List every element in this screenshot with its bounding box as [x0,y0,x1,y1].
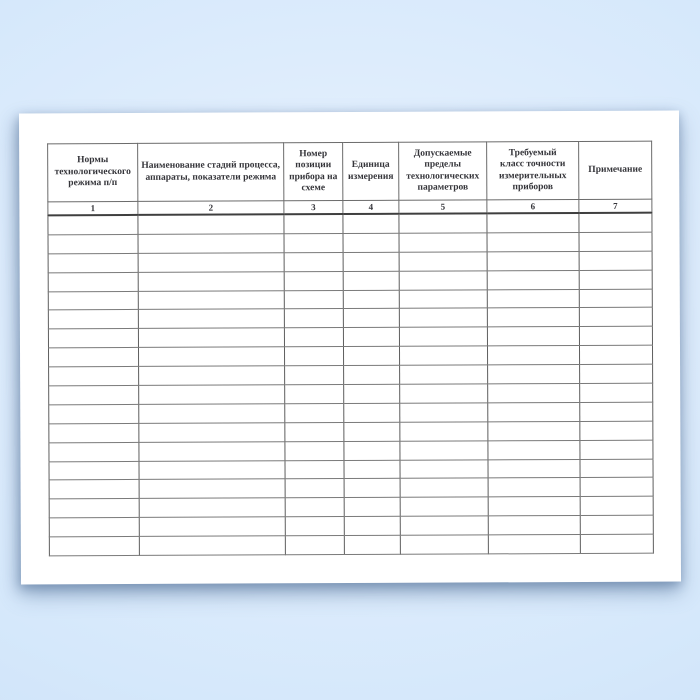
empty-cell [344,460,400,479]
empty-cell [487,213,579,233]
empty-cell [48,234,138,253]
empty-cell [49,499,139,518]
empty-cell [579,251,652,270]
empty-cell [487,289,579,308]
empty-cell [139,404,285,424]
empty-cell [400,478,488,497]
empty-cell [284,252,343,271]
empty-cell [285,517,344,536]
empty-cell [49,537,139,556]
table-row [49,534,653,556]
column-number-6: 6 [487,200,579,214]
column-number-7: 7 [579,199,652,213]
empty-cell [343,347,399,366]
column-header-regime-norms: Нормы технологического режима п/п [48,143,138,201]
empty-cell [285,403,344,422]
empty-cell [343,309,399,328]
empty-cell [488,402,580,421]
empty-cell [49,385,139,404]
empty-cell [487,251,579,270]
empty-cell [48,215,138,235]
empty-cell [48,253,138,272]
empty-cell [139,366,285,386]
empty-cell [579,308,652,327]
empty-cell [487,346,579,365]
empty-cell [580,421,653,440]
empty-cell [138,347,284,367]
empty-cell [399,289,487,308]
empty-cell [49,461,139,480]
empty-cell [399,327,487,346]
empty-cell [580,440,653,459]
empty-cell [139,498,285,518]
empty-cell [487,327,579,346]
empty-cell [488,516,580,535]
empty-cell [49,423,139,442]
empty-cell [48,291,138,310]
empty-cell [49,367,139,386]
empty-cell [284,214,343,234]
empty-cell [400,403,488,422]
document-sheet [19,111,681,585]
technological-regime-table [47,141,654,557]
empty-cell [400,441,488,460]
column-header-process-stages: Наименование стадий процесса, аппараты, показатели режима [138,143,284,202]
empty-cell [285,441,344,460]
empty-cell [139,423,285,443]
empty-cell [284,271,343,290]
empty-cell [400,535,488,554]
empty-cell [580,459,653,478]
empty-cell [284,328,343,347]
empty-cell [48,329,138,348]
empty-cell [48,348,138,367]
empty-cell [285,498,344,517]
empty-cell [139,536,285,556]
empty-cell [399,308,487,327]
empty-cell [49,404,139,423]
empty-cell [399,346,487,365]
empty-cell [579,213,652,233]
empty-cell [344,403,400,422]
empty-cell [344,384,400,403]
empty-cell [344,517,400,536]
empty-cell [580,383,653,402]
column-number-4: 4 [343,200,399,214]
empty-cell [343,290,399,309]
empty-cell [285,536,344,555]
empty-cell [488,421,580,440]
empty-cell [488,365,580,384]
empty-cell [139,441,285,461]
empty-cell [139,517,285,537]
empty-cell [285,366,344,385]
empty-cell [488,440,580,459]
empty-cell [138,290,284,310]
empty-cell [343,214,399,234]
empty-cell [400,459,488,478]
column-number-2: 2 [138,201,284,215]
column-header-allowed-limits: Допускаемые пределы технологических параметров [399,142,487,200]
empty-cell [488,535,580,554]
empty-cell [344,365,400,384]
empty-cell [344,422,400,441]
empty-cell [579,270,652,289]
column-header-accuracy-class: Требуемый класс точности измерительных приборов [487,142,579,200]
empty-cell [579,327,652,346]
empty-cell [284,347,343,366]
empty-cell [580,478,653,497]
empty-cell [400,497,488,516]
table-header-row [48,141,652,202]
empty-cell [344,535,400,554]
empty-cell [399,252,487,271]
empty-cell [580,364,653,383]
column-header-note: Примечание [579,141,652,199]
empty-cell [399,271,487,290]
empty-cell [49,480,139,499]
empty-cell [580,534,653,553]
column-header-device-position: Номер позиции прибора на схеме [284,143,343,201]
empty-cell [580,515,653,534]
empty-cell [344,441,400,460]
table-body [48,213,653,556]
empty-cell [343,271,399,290]
empty-cell [285,479,344,498]
empty-cell [285,460,344,479]
empty-cell [487,308,579,327]
empty-cell [400,384,488,403]
empty-cell [285,422,344,441]
empty-cell [49,518,139,537]
empty-cell [343,328,399,347]
empty-cell [488,384,580,403]
empty-cell [344,498,400,517]
empty-cell [487,232,579,251]
empty-cell [344,479,400,498]
empty-cell [488,497,580,516]
empty-cell [488,478,580,497]
empty-cell [139,460,285,480]
table-row [48,213,652,235]
column-number-1: 1 [48,201,138,215]
empty-cell [399,213,487,233]
empty-cell [399,233,487,252]
empty-cell [48,272,138,291]
empty-cell [579,345,652,364]
empty-cell [284,233,343,252]
empty-cell [138,234,284,254]
empty-cell [49,442,139,461]
empty-cell [139,479,285,499]
empty-cell [138,253,284,273]
column-number-3: 3 [284,201,343,215]
empty-cell [580,402,653,421]
empty-cell [580,497,653,516]
empty-cell [400,516,488,535]
empty-cell [284,309,343,328]
empty-cell [488,459,580,478]
empty-cell [285,385,344,404]
empty-cell [138,328,284,348]
empty-cell [138,309,284,329]
empty-cell [579,232,652,251]
empty-cell [138,271,284,291]
empty-cell [400,365,488,384]
empty-cell [400,422,488,441]
empty-cell [579,289,652,308]
empty-cell [48,310,138,329]
empty-cell [139,385,285,405]
empty-cell [138,214,284,234]
empty-cell [343,252,399,271]
empty-cell [284,290,343,309]
column-number-5: 5 [399,200,487,214]
empty-cell [343,233,399,252]
column-header-measure-unit: Единица измерения [343,142,399,200]
empty-cell [487,270,579,289]
